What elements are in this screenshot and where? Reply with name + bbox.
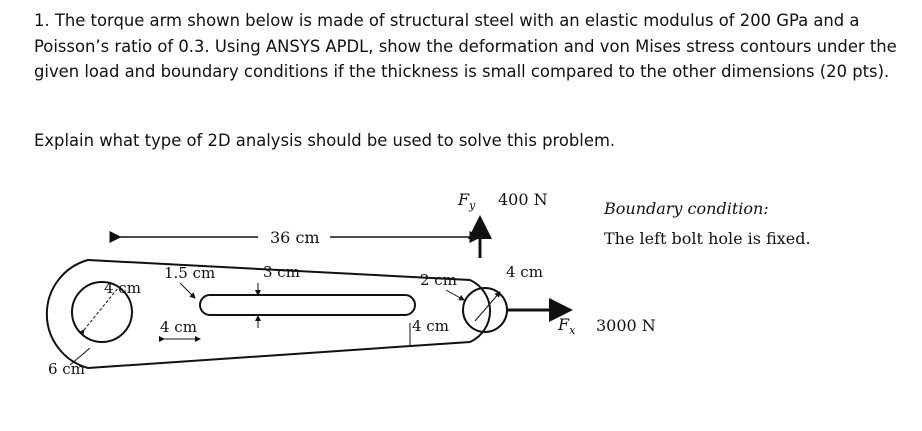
dim-left-outer: 6 cm	[48, 360, 85, 378]
dim-left-hole: 4 cm	[104, 279, 141, 297]
force-y-value: 400 N	[498, 190, 548, 209]
dim-slot-gap: 4 cm	[160, 318, 197, 336]
torque-arm-figure	[0, 180, 922, 431]
force-x-value: 3000 N	[596, 316, 656, 335]
dim-right-outer: 2 cm	[420, 271, 457, 289]
dim-right-hole: 4 cm	[412, 317, 449, 335]
dim-offset: 1.5 cm	[164, 264, 216, 282]
bc-title: Boundary condition:	[604, 199, 769, 218]
dim-length: 36 cm	[270, 228, 320, 247]
bc-text: The left bolt hole is fixed.	[604, 229, 811, 248]
dim-slot-width: 3 cm	[263, 263, 300, 281]
slot	[200, 295, 415, 315]
force-y-label: $F_y$	[458, 190, 476, 212]
question-text: 1. The torque arm shown below is made of structural steel with an elastic modulus of 200 GPa and a Poisson’s ratio of 0.3. Using ANSYS APDL, show the deformation and von Mises stress contours under the given load and boundary conditions if the thickness is small compared to the other dimensions (20 pts).	[34, 11, 897, 81]
question-explain: Explain what type of 2D analysis should be used to solve this problem.	[34, 131, 616, 150]
dim-right-dia: 4 cm	[506, 263, 543, 281]
force-x-label: $F_x$	[558, 315, 576, 337]
